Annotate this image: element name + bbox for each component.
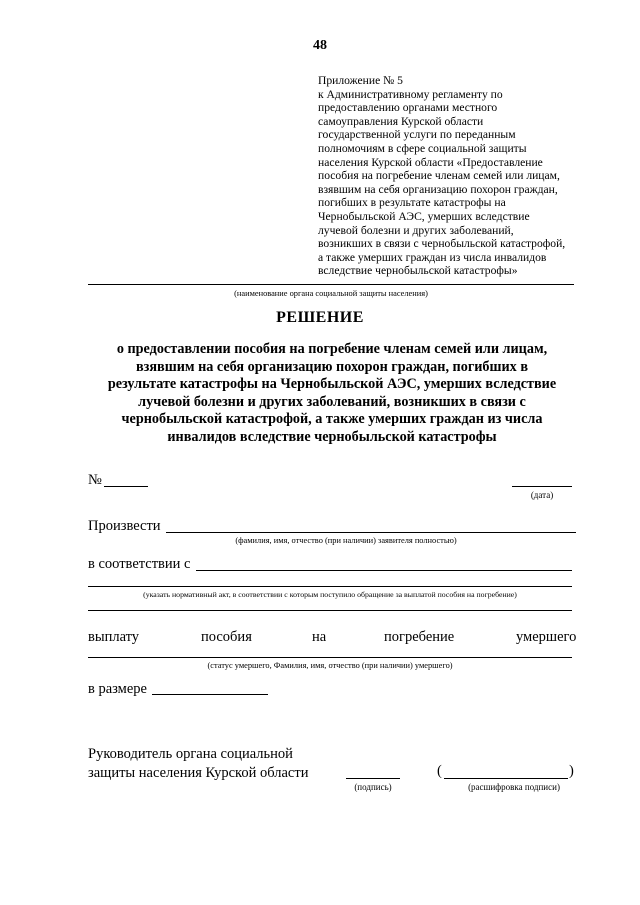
- payment-word: пособия: [201, 629, 252, 645]
- date-field[interactable]: [512, 486, 572, 487]
- subject-line: лучевой болезни и других заболеваний, возникших в связи с: [138, 393, 526, 410]
- produce-label: Произвести: [88, 518, 161, 534]
- number-field[interactable]: [104, 486, 148, 487]
- appendix-line: государственной услуги по переданным: [318, 128, 516, 142]
- subject-line: результате катастрофы на Чернобыльской АЭС, умерших вследствие: [107, 376, 557, 393]
- appendix-line: к Административному регламенту по: [318, 87, 503, 101]
- decode-caption: (расшифровка подписи): [468, 782, 560, 792]
- amount-field[interactable]: [152, 694, 268, 695]
- appendix-line: населения Курской области «Предоставление: [318, 155, 543, 169]
- appendix-block: [318, 74, 593, 278]
- accordance-label: в соответствии с: [88, 556, 191, 572]
- appendix-line: предоставлению органами местного: [318, 101, 498, 115]
- page-number: 48: [313, 38, 327, 53]
- subject-line: инвалидов вследствие чернобыльской катастрофы: [167, 428, 497, 445]
- payment-word: на: [312, 629, 327, 645]
- document-subject: [82, 341, 582, 447]
- subject-line: взявшим на себя организацию похорон граждан, погибших в: [136, 358, 528, 375]
- deceased-field[interactable]: [88, 657, 572, 658]
- amount-label: в размере: [88, 681, 147, 697]
- signature-title-line: защиты населения Курской области: [88, 765, 309, 781]
- deceased-caption: (статус умершего, Фамилия, имя, отчество (при наличии) умершего): [207, 661, 453, 670]
- appendix-line: самоуправления Курской области: [318, 114, 484, 128]
- appendix-line: лучевой болезни и других заболеваний,: [318, 223, 514, 237]
- accordance-field[interactable]: [196, 570, 572, 571]
- payment-word: погребение: [384, 629, 455, 645]
- appendix-line: возникших в связи с чернобыльской катастрофой,: [318, 237, 566, 251]
- appendix-line: пособия на погребение членам семей или лицам,: [318, 169, 560, 183]
- appendix-line: полномочиям в сфере социальной защиты: [318, 141, 527, 155]
- decode-close-paren: ): [569, 763, 574, 779]
- decode-field[interactable]: [444, 778, 568, 779]
- payment-word: умершего: [516, 629, 577, 645]
- signature-title: [88, 745, 308, 783]
- appendix-line: Приложение № 5: [318, 74, 403, 87]
- appendix-line: взявшим на себя организацию похорон граждан,: [318, 182, 558, 196]
- date-caption: (дата): [530, 490, 554, 500]
- subject-line: чернобыльской катастрофой, а также умерших граждан из числа: [121, 411, 543, 428]
- subject-line: о предоставлении пособия на погребение членам семей или лицам,: [116, 341, 548, 357]
- appendix-line: погибших в результате катастрофы на: [318, 196, 506, 210]
- signature-caption: (подпись): [354, 782, 392, 792]
- payment-word: выплату: [88, 629, 140, 645]
- document-heading: РЕШЕНИЕ: [276, 309, 364, 326]
- number-label: №: [88, 472, 102, 488]
- act-caption: (указать нормативный акт, в соответствии с которым поступило обращение за выплатой пособия на погребение): [143, 590, 517, 599]
- decode-open-paren: (: [437, 763, 442, 779]
- organ-name-line[interactable]: [88, 284, 574, 285]
- appendix-line: Чернобыльской АЭС, умерших вследствие: [318, 209, 530, 223]
- appendix-line: вследствие чернобыльской катастрофы»: [318, 264, 518, 278]
- organ-caption: (наименование органа социальной защиты населения): [234, 289, 428, 298]
- signature-field[interactable]: [346, 778, 400, 779]
- appendix-line: а также умерших граждан из числа инвалидов: [318, 250, 547, 264]
- signature-title-line: Руководитель органа социальной: [88, 746, 293, 762]
- applicant-field[interactable]: [166, 532, 576, 533]
- applicant-caption: (фамилия, имя, отчество (при наличии) заявителя полностью): [235, 536, 457, 545]
- act-line-extra[interactable]: [88, 610, 572, 611]
- act-line[interactable]: [88, 586, 572, 587]
